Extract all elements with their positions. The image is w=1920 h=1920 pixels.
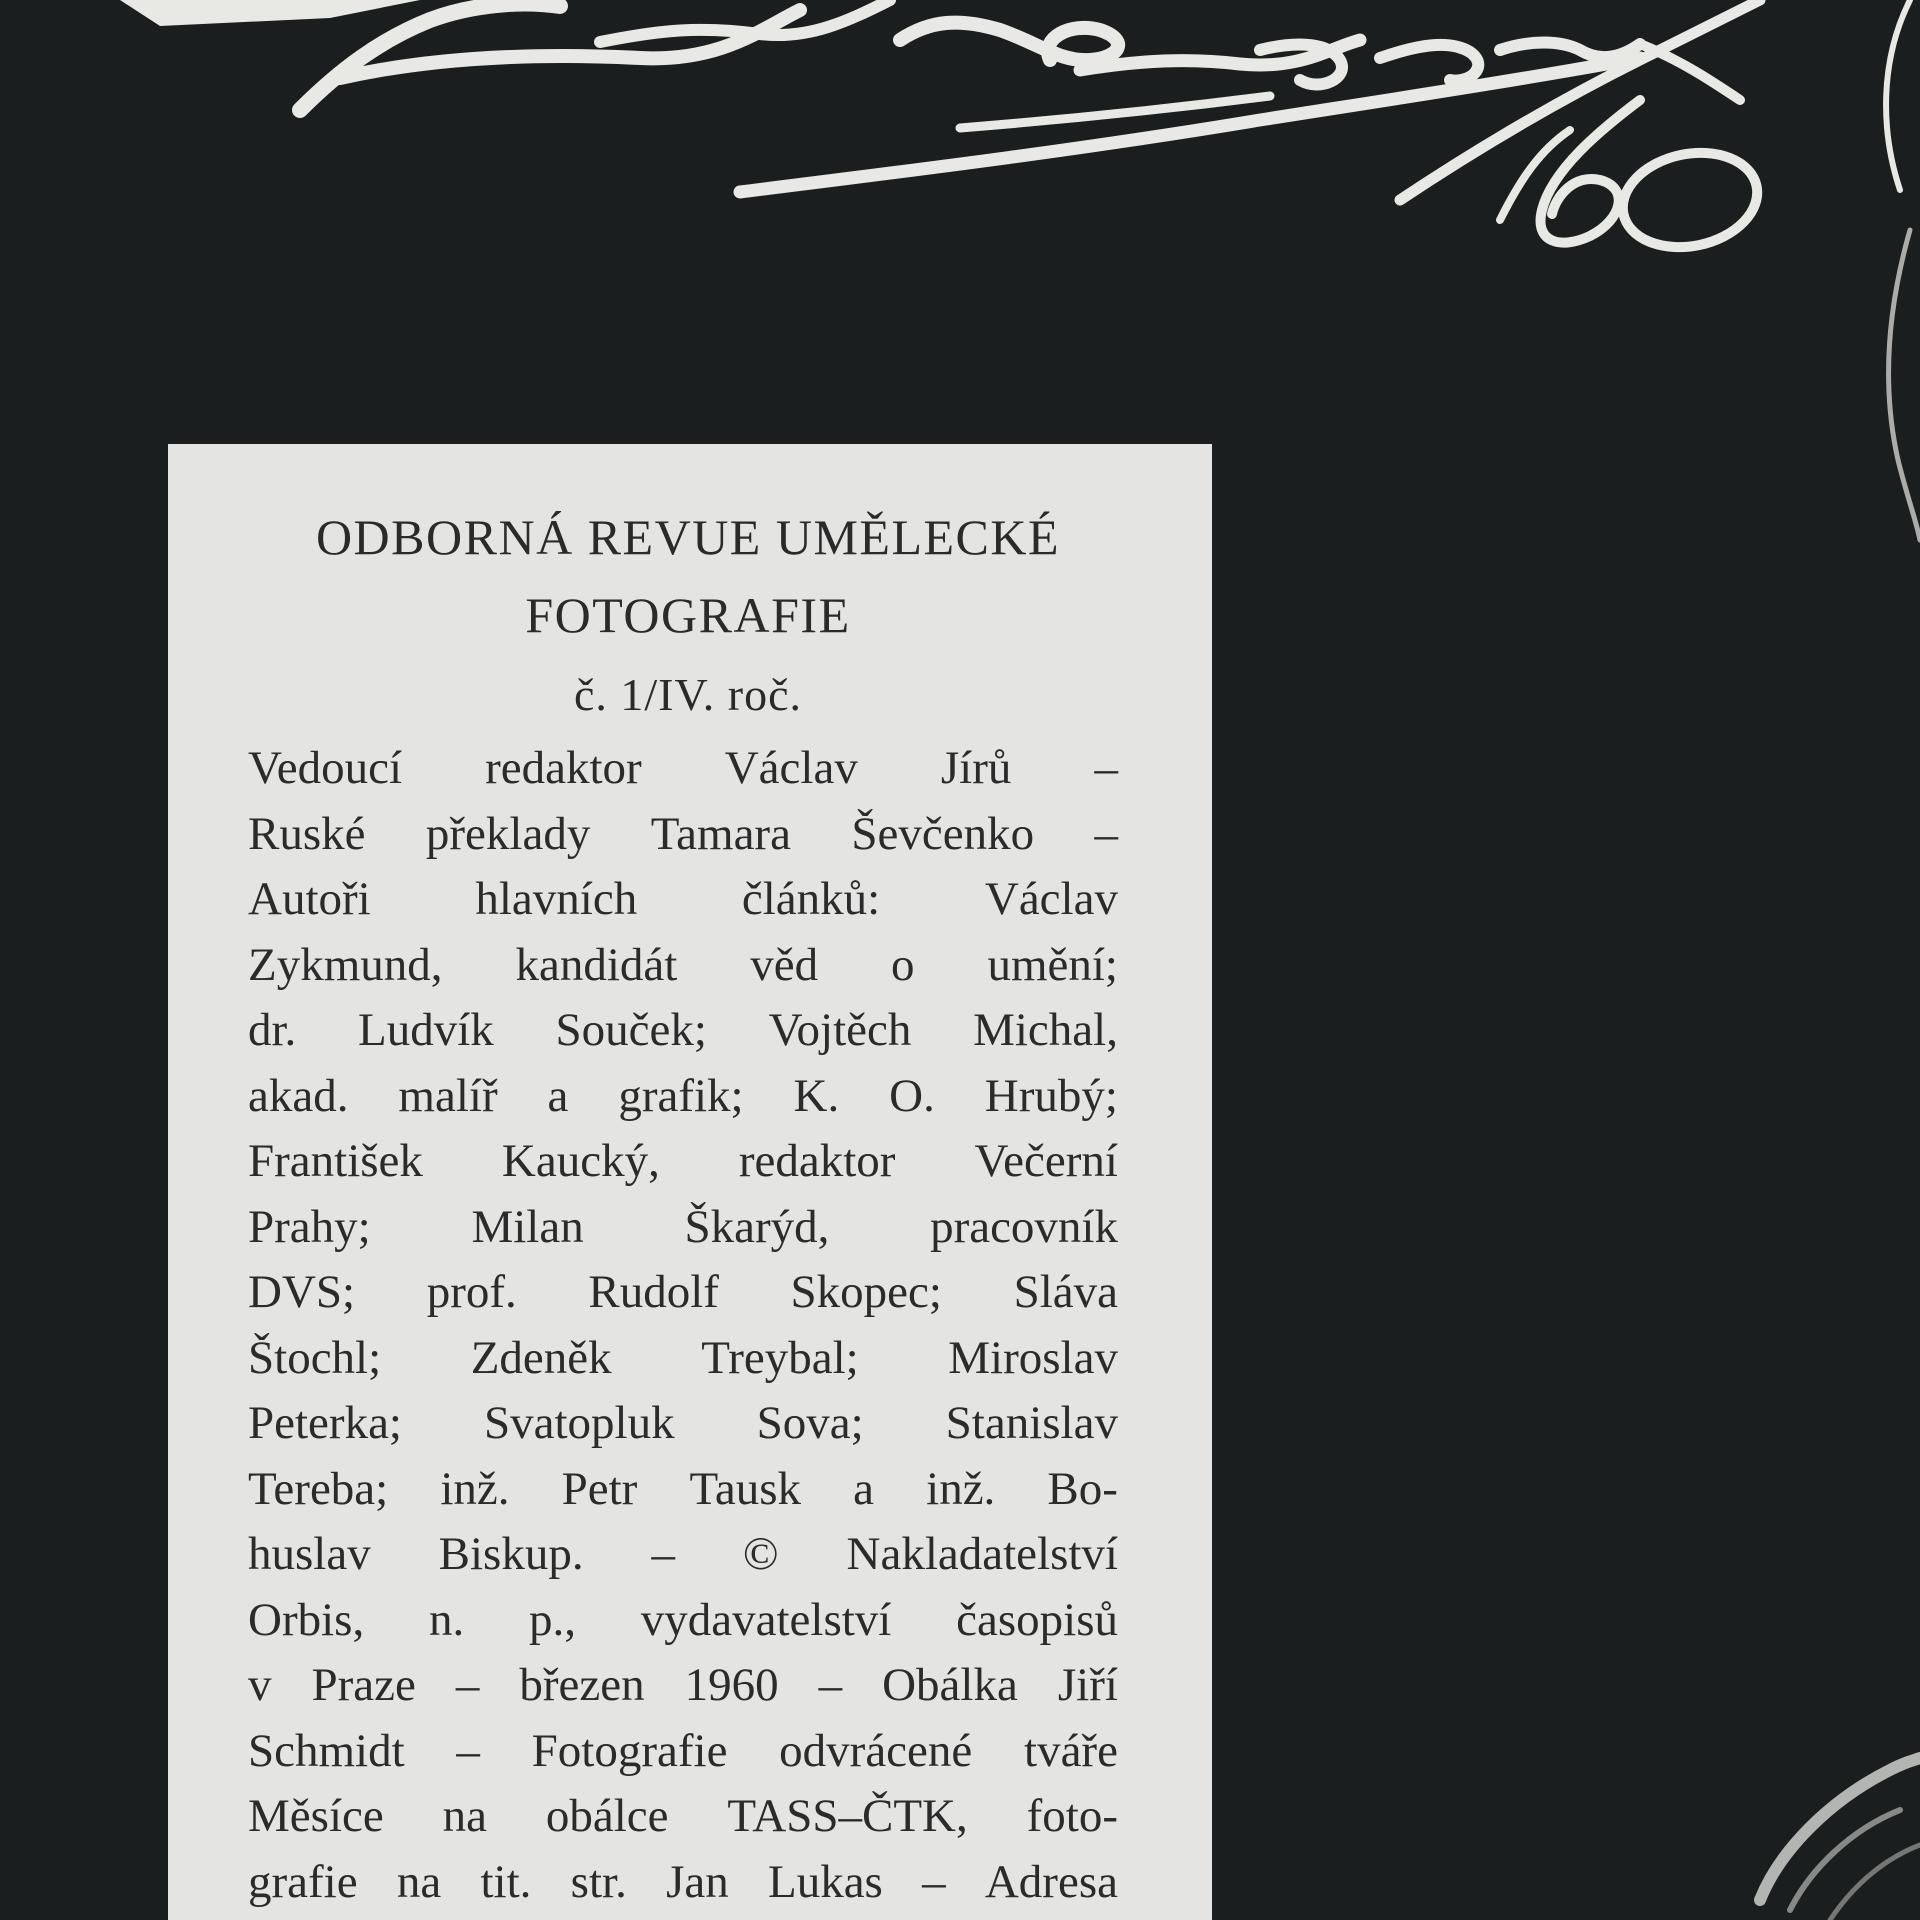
- credit-line: [248, 998, 1118, 1064]
- credit-word: hlavních: [475, 873, 638, 925]
- credit-word: Petr: [561, 1462, 638, 1515]
- issue-number: č. 1/IV. roč.: [573, 669, 803, 720]
- credit-word: Biskup.: [438, 1528, 584, 1580]
- credit-word: vydavatelství: [640, 1593, 892, 1646]
- colophon-heading: [248, 498, 1128, 654]
- credit-word: Skopec;: [790, 1266, 942, 1318]
- credit-word: O.: [889, 1069, 935, 1122]
- credit-line: [248, 1129, 1118, 1195]
- credit-word: redaktor: [485, 742, 642, 794]
- credit-word: Milan: [471, 1200, 584, 1253]
- credit-word: –: [455, 1659, 480, 1711]
- credit-line: [248, 1391, 1118, 1457]
- credit-word: grafie: [248, 1855, 358, 1908]
- credit-word: Jiří: [1057, 1659, 1118, 1711]
- credit-word: ©: [742, 1528, 779, 1580]
- credit-word: Praze: [311, 1659, 416, 1711]
- credit-word: a: [547, 1069, 569, 1122]
- credit-word: Treybal;: [701, 1331, 859, 1384]
- credit-word: –: [651, 1528, 675, 1580]
- credit-word: o: [891, 938, 915, 991]
- credit-word: huslav: [248, 1528, 371, 1580]
- credit-word: malíř: [398, 1069, 498, 1122]
- credit-line: [248, 1784, 1118, 1850]
- credit-word: DVS;: [248, 1266, 356, 1318]
- credit-word: prof.: [426, 1266, 517, 1318]
- credit-line: [248, 933, 1118, 999]
- credit-word: Svatopluk: [483, 1397, 675, 1449]
- credit-word: na: [442, 1790, 487, 1842]
- credit-word: TASS–ČTK,: [727, 1790, 968, 1842]
- credit-word: n.: [428, 1593, 465, 1646]
- credit-word: akad.: [248, 1069, 349, 1122]
- credit-word: K.: [793, 1069, 840, 1122]
- credit-word: tit.: [480, 1855, 532, 1908]
- credit-word: Měsíce: [248, 1790, 384, 1842]
- credit-line: [248, 1457, 1118, 1523]
- credit-line: [248, 736, 1118, 802]
- credit-word: Tereba;: [248, 1462, 389, 1515]
- heading-line: ODBORNÁ REVUE UMĚLECKÉ: [315, 509, 1061, 565]
- credit-word: –: [818, 1659, 843, 1711]
- credit-word: Rudolf: [588, 1266, 719, 1318]
- credit-word: Sova;: [756, 1397, 864, 1449]
- credit-word: tváře: [1024, 1724, 1118, 1777]
- credit-word: Orbis,: [248, 1593, 365, 1646]
- credit-line: [248, 1588, 1118, 1654]
- credit-word: Večerní: [974, 1135, 1118, 1187]
- credit-word: Prahy;: [248, 1200, 371, 1253]
- credit-word: Ruské: [248, 807, 366, 860]
- credit-word: Nakladatelství: [846, 1528, 1118, 1580]
- credit-line: [248, 802, 1118, 868]
- credit-word: pracovník: [930, 1200, 1118, 1253]
- credit-word: Vedoucí: [248, 742, 403, 794]
- credit-word: odvrácené: [779, 1724, 973, 1777]
- credit-word: Lukas: [767, 1855, 883, 1908]
- credit-line: [248, 1653, 1118, 1719]
- credit-word: umění;: [987, 938, 1118, 991]
- credit-word: inž.: [926, 1462, 996, 1515]
- credit-word: Václav: [724, 742, 858, 794]
- credit-word: Václav: [984, 873, 1118, 925]
- credit-word: časopisů: [956, 1593, 1118, 1646]
- heading-line: FOTOGRAFIE: [525, 587, 851, 643]
- credit-word: Ševčenko: [851, 807, 1035, 860]
- credit-line: [248, 1260, 1118, 1326]
- credit-word: věd: [750, 938, 819, 991]
- credit-word: str.: [570, 1855, 627, 1908]
- credit-line: [248, 1195, 1118, 1261]
- credit-word: dr.: [248, 1004, 297, 1056]
- credit-line: [248, 1064, 1118, 1130]
- credit-text: [248, 736, 1118, 1915]
- credit-word: březen: [519, 1659, 645, 1711]
- credit-word: článků:: [741, 873, 881, 925]
- credit-word: –: [922, 1855, 946, 1908]
- credit-word: Jan: [666, 1855, 729, 1908]
- masthead-script-logo: [0, 0, 1920, 360]
- credit-word: Sláva: [1013, 1266, 1118, 1318]
- credit-word: na: [396, 1855, 442, 1908]
- credit-word: kandidát: [515, 938, 678, 991]
- credit-word: překlady: [425, 807, 591, 860]
- credit-word: redaktor: [738, 1135, 896, 1187]
- credit-word: Zdeněk: [470, 1331, 612, 1384]
- credit-line: [248, 1850, 1118, 1916]
- credit-word: p.,: [528, 1593, 576, 1646]
- credit-word: a: [853, 1462, 875, 1515]
- credit-word: Michal,: [973, 1004, 1118, 1056]
- credit-word: Hrubý;: [984, 1069, 1118, 1122]
- credit-word: Tamara: [650, 807, 791, 860]
- credit-word: grafik;: [618, 1069, 744, 1122]
- credit-word: Adresa: [984, 1855, 1118, 1908]
- credit-line: [248, 867, 1118, 933]
- credit-word: –: [1094, 807, 1118, 860]
- credit-word: Vojtěch: [768, 1004, 912, 1056]
- credit-word: Peterka;: [248, 1397, 402, 1449]
- credit-word: –: [456, 1724, 480, 1777]
- credit-word: Souček;: [555, 1004, 707, 1056]
- credit-word: v: [248, 1659, 272, 1711]
- credit-word: inž.: [440, 1462, 510, 1515]
- credit-word: Fotografie: [531, 1724, 728, 1777]
- credit-word: Miroslav: [948, 1331, 1118, 1384]
- credit-line: [248, 1719, 1118, 1785]
- credit-word: Jírů: [940, 742, 1012, 794]
- credit-line: [248, 1522, 1118, 1588]
- credit-word: Zykmund,: [248, 938, 443, 991]
- credit-word: obálce: [545, 1790, 669, 1842]
- credit-word: 1960: [684, 1659, 779, 1711]
- credit-word: Štochl;: [248, 1331, 382, 1384]
- credit-word: Kaucký,: [501, 1135, 660, 1187]
- credit-line: [248, 1326, 1118, 1392]
- credit-word: Schmidt: [248, 1724, 405, 1777]
- credit-word: Škarýd,: [684, 1200, 830, 1253]
- colophon-card: [168, 444, 1212, 1920]
- credit-word: Stanislav: [945, 1397, 1118, 1449]
- credit-word: Bo-: [1047, 1462, 1118, 1515]
- credit-word: Tausk: [689, 1462, 802, 1515]
- credit-word: Ludvík: [358, 1004, 494, 1056]
- credit-word: Autoři: [248, 873, 371, 925]
- credit-word: František: [248, 1135, 423, 1187]
- credit-word: foto-: [1026, 1790, 1118, 1842]
- credit-word: –: [1094, 742, 1118, 794]
- credit-word: Obálka: [882, 1659, 1018, 1711]
